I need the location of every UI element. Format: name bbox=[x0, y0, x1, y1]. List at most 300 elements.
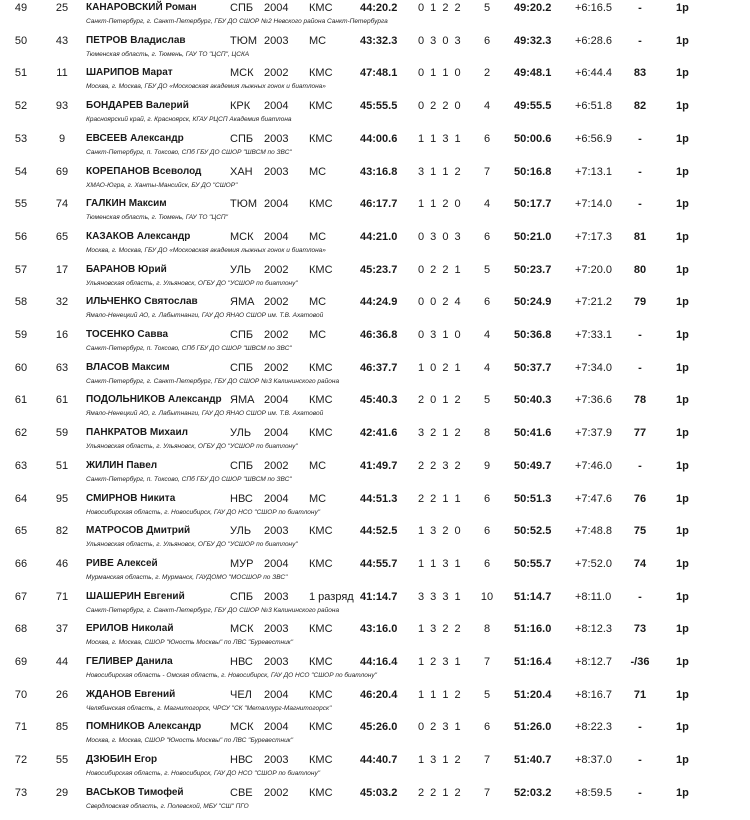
time-behind: +8:37.0 bbox=[575, 754, 613, 767]
total-time: 49:48.1 bbox=[514, 67, 552, 80]
penalty-count: 7 bbox=[483, 786, 491, 799]
place-cell: 73 bbox=[14, 786, 28, 799]
sport-rank: МС bbox=[309, 296, 327, 309]
athlete-name: ЖИЛИН Павел bbox=[86, 459, 158, 471]
total-time: 51:26.0 bbox=[514, 721, 552, 734]
points-cell: 79 bbox=[633, 296, 647, 309]
sport-rank: КМС bbox=[309, 656, 333, 668]
penalty-count: 6 bbox=[483, 557, 491, 570]
place-cell: 49 bbox=[14, 2, 28, 14]
region-code: ЯМА bbox=[230, 394, 255, 407]
place-cell: 70 bbox=[14, 688, 28, 701]
sport-rank: МС bbox=[309, 165, 327, 178]
birth-year: 2003 bbox=[264, 34, 289, 47]
penalty-count: 5 bbox=[483, 2, 491, 14]
shooting-misses: 0 3 1 0 bbox=[418, 329, 463, 341]
shooting-misses: 0 2 3 1 bbox=[418, 721, 463, 734]
shooting-misses: 2 0 1 2 bbox=[418, 394, 463, 407]
place-cell: 56 bbox=[14, 230, 28, 243]
points-cell: - bbox=[638, 165, 642, 178]
shooting-misses: 3 2 1 2 bbox=[418, 427, 463, 440]
points-cell: 83 bbox=[633, 67, 647, 80]
time-behind: +6:16.5 bbox=[575, 2, 613, 14]
time-behind: +8:12.7 bbox=[575, 656, 613, 668]
table-row bbox=[0, 230, 750, 260]
club-info: Тюменская область, г. Тюмень, ГАУ ТО "ЦСП", ЦСКА bbox=[86, 50, 250, 58]
course-time: 46:20.4 bbox=[360, 688, 398, 701]
course-time: 43:32.3 bbox=[360, 34, 398, 47]
time-behind: +7:14.0 bbox=[575, 198, 613, 211]
points-cell: - bbox=[638, 459, 642, 472]
time-behind: +6:28.6 bbox=[575, 34, 613, 47]
birth-year: 2003 bbox=[264, 165, 289, 178]
bib-cell: 55 bbox=[55, 754, 69, 767]
table-row bbox=[0, 99, 750, 129]
place-cell: 72 bbox=[14, 754, 28, 767]
sport-rank: КМС bbox=[309, 557, 333, 570]
place-cell: 64 bbox=[14, 492, 28, 505]
shooting-misses: 0 3 0 3 bbox=[418, 34, 463, 47]
time-behind: +8:22.3 bbox=[575, 721, 613, 734]
course-time: 44:00.6 bbox=[360, 132, 398, 145]
bib-cell: 37 bbox=[55, 623, 69, 636]
birth-year: 2002 bbox=[264, 263, 289, 276]
club-info: Челябинская область, г. Магнитогорск, ЧРСУ "СК "Металлург-Магнитогорск" bbox=[86, 704, 332, 712]
total-time: 49:55.5 bbox=[514, 100, 552, 113]
table-row bbox=[0, 459, 750, 489]
bib-cell: 9 bbox=[58, 132, 66, 145]
birth-year: 2004 bbox=[264, 100, 289, 113]
athlete-name: ЕРИЛОВ Николай bbox=[86, 623, 174, 635]
birth-year: 2003 bbox=[264, 623, 289, 636]
total-time: 51:16.4 bbox=[514, 656, 552, 668]
sport-rank: КМС bbox=[309, 754, 333, 767]
shooting-misses: 1 3 1 2 bbox=[418, 754, 463, 767]
table-row bbox=[0, 688, 750, 718]
category-cell: 1р bbox=[676, 590, 689, 603]
birth-year: 2004 bbox=[264, 557, 289, 570]
course-time: 44:16.4 bbox=[360, 656, 398, 668]
penalty-count: 4 bbox=[483, 100, 491, 113]
athlete-name: ПЕТРОВ Владислав bbox=[86, 34, 186, 46]
club-info: Новосибирская область - Омская область, г. Новосибирск, ГАУ ДО НСО "СШОР по биатлону" bbox=[86, 672, 377, 679]
table-row bbox=[0, 655, 750, 685]
penalty-count: 6 bbox=[483, 132, 491, 145]
penalty-count: 7 bbox=[483, 165, 491, 178]
birth-year: 2002 bbox=[264, 459, 289, 472]
time-behind: +7:46.0 bbox=[575, 459, 613, 472]
sport-rank: КМС bbox=[309, 394, 333, 407]
total-time: 50:24.9 bbox=[514, 296, 552, 309]
total-time: 50:41.6 bbox=[514, 427, 552, 440]
category-cell: 1р bbox=[676, 754, 689, 767]
time-behind: +7:21.2 bbox=[575, 296, 613, 309]
birth-year: 2002 bbox=[264, 296, 289, 309]
shooting-misses: 2 2 1 2 bbox=[418, 786, 463, 799]
penalty-count: 6 bbox=[483, 34, 491, 47]
category-cell: 1р bbox=[676, 721, 689, 734]
club-info: Свердловская область, г. Полевской, МБУ "СШ" ПГО bbox=[86, 802, 249, 810]
region-code: ТЮМ bbox=[230, 34, 257, 47]
total-time: 50:17.7 bbox=[514, 198, 552, 211]
course-time: 45:40.3 bbox=[360, 394, 398, 407]
total-time: 50:37.7 bbox=[514, 361, 552, 374]
table-row bbox=[0, 1, 750, 31]
bib-cell: 11 bbox=[56, 67, 68, 80]
points-cell: 76 bbox=[633, 492, 647, 505]
total-time: 50:21.0 bbox=[514, 230, 552, 243]
time-behind: +7:20.0 bbox=[575, 263, 613, 276]
time-behind: +7:36.6 bbox=[575, 394, 613, 407]
category-cell: 1р bbox=[676, 198, 689, 211]
time-behind: +8:12.3 bbox=[575, 623, 613, 636]
region-code: НВС bbox=[230, 656, 253, 668]
penalty-count: 6 bbox=[483, 492, 491, 505]
time-behind: +7:52.0 bbox=[575, 557, 613, 570]
penalty-count: 4 bbox=[483, 198, 491, 211]
category-cell: 1р bbox=[676, 263, 689, 276]
shooting-misses: 3 1 1 2 bbox=[418, 165, 463, 178]
athlete-name: КАЗАКОВ Александр bbox=[86, 230, 191, 242]
place-cell: 62 bbox=[14, 427, 28, 440]
course-time: 41:49.7 bbox=[360, 459, 398, 472]
penalty-count: 7 bbox=[483, 754, 491, 767]
shooting-misses: 0 3 0 3 bbox=[418, 230, 463, 243]
penalty-count: 4 bbox=[483, 361, 491, 374]
sport-rank: 1 разряд bbox=[309, 590, 354, 603]
place-cell: 65 bbox=[14, 525, 28, 538]
region-code: ЧЕЛ bbox=[230, 688, 252, 701]
time-behind: +6:56.9 bbox=[575, 132, 613, 145]
place-cell: 63 bbox=[14, 459, 28, 472]
points-cell: - bbox=[638, 786, 642, 799]
club-info: ХМАО-Югра, г. Ханты-Мансийск, БУ ДО "СШОР" bbox=[86, 181, 238, 189]
region-code: МСК bbox=[230, 67, 254, 80]
table-row bbox=[0, 34, 750, 64]
total-time: 50:51.3 bbox=[514, 492, 552, 505]
category-cell: 1р bbox=[676, 329, 689, 341]
club-info: Новосибирская область, г. Новосибирск, ГАУ ДО НСО "СШОР по биатлону" bbox=[86, 770, 321, 778]
region-code: УЛЬ bbox=[230, 427, 252, 440]
category-cell: 1р bbox=[676, 2, 689, 14]
points-cell: - bbox=[638, 2, 642, 14]
course-time: 41:14.7 bbox=[360, 590, 398, 603]
region-code: МУР bbox=[230, 557, 254, 570]
penalty-count: 4 bbox=[483, 329, 491, 341]
penalty-count: 5 bbox=[483, 394, 491, 407]
category-cell: 1р bbox=[676, 296, 689, 309]
birth-year: 2004 bbox=[264, 394, 289, 407]
club-info: Ульяновская область, г. Ульяновск, ОГБУ ДО "УСШОР по биатлону" bbox=[86, 443, 298, 451]
athlete-name: СМИРНОВ Никита bbox=[86, 492, 176, 504]
penalty-count: 6 bbox=[483, 230, 491, 243]
birth-year: 2004 bbox=[264, 427, 289, 440]
total-time: 49:32.3 bbox=[514, 34, 552, 47]
club-info: Санкт-Петербург, г. Санкт-Петербург, ГБУ ДО СШОР №3 Калининского района bbox=[86, 606, 340, 614]
points-cell: 74 bbox=[633, 557, 647, 570]
table-row bbox=[0, 165, 750, 195]
points-cell: 73 bbox=[633, 623, 647, 636]
birth-year: 2003 bbox=[264, 132, 289, 145]
birth-year: 2003 bbox=[264, 590, 289, 603]
points-cell: 71 bbox=[633, 688, 647, 701]
bib-cell: 25 bbox=[55, 2, 69, 14]
points-cell: 82 bbox=[633, 100, 647, 113]
sport-rank: КМС bbox=[309, 100, 333, 113]
club-info: Санкт-Петербург, п. Токсово, СПб ГБУ ДО СШОР "ШВСМ по ЗВС" bbox=[86, 148, 292, 156]
table-row bbox=[0, 132, 750, 162]
place-cell: 58 bbox=[14, 296, 28, 309]
time-behind: +7:47.6 bbox=[575, 492, 613, 505]
course-time: 44:55.7 bbox=[360, 557, 398, 570]
sport-rank: МС bbox=[309, 230, 327, 243]
course-time: 45:03.2 bbox=[360, 786, 398, 799]
place-cell: 67 bbox=[14, 590, 28, 603]
bib-cell: 85 bbox=[55, 721, 69, 734]
bib-cell: 32 bbox=[55, 296, 69, 309]
points-cell: 81 bbox=[633, 230, 647, 243]
athlete-name: ПАНКРАТОВ Михаил bbox=[86, 427, 188, 439]
birth-year: 2002 bbox=[264, 361, 289, 374]
bib-cell: 69 bbox=[55, 165, 69, 178]
athlete-name: ТОСЕНКО Савва bbox=[86, 329, 169, 340]
total-time: 50:00.6 bbox=[514, 132, 552, 145]
place-cell: 59 bbox=[14, 329, 28, 341]
course-time: 44:21.0 bbox=[360, 230, 398, 243]
category-cell: 1р bbox=[676, 557, 689, 570]
total-time: 49:20.2 bbox=[514, 2, 552, 14]
shooting-misses: 0 0 2 4 bbox=[418, 296, 463, 309]
shooting-misses: 0 2 2 1 bbox=[418, 263, 463, 276]
points-cell: - bbox=[638, 34, 642, 47]
region-code: СПБ bbox=[230, 459, 254, 472]
category-cell: 1р bbox=[676, 459, 689, 472]
course-time: 44:52.5 bbox=[360, 525, 398, 538]
region-code: СПБ bbox=[230, 590, 254, 603]
bib-cell: 44 bbox=[55, 656, 69, 668]
place-cell: 66 bbox=[14, 557, 28, 570]
time-behind: +8:59.5 bbox=[575, 786, 613, 799]
club-info: Москва, г. Москва, СШОР "Юность Москвы" по ЛВС "Буревестник" bbox=[86, 737, 294, 745]
time-behind: +7:33.1 bbox=[575, 329, 613, 341]
course-time: 44:40.7 bbox=[360, 754, 398, 767]
athlete-name: ПОДОЛЬНИКОВ Александр bbox=[86, 394, 222, 406]
shooting-misses: 1 1 1 2 bbox=[418, 688, 463, 701]
sport-rank: МС bbox=[309, 34, 327, 47]
place-cell: 52 bbox=[14, 100, 28, 113]
bib-cell: 63 bbox=[55, 361, 69, 374]
shooting-misses: 1 3 2 0 bbox=[418, 525, 463, 538]
penalty-count: 9 bbox=[483, 459, 491, 472]
table-row bbox=[0, 328, 750, 358]
birth-year: 2004 bbox=[264, 230, 289, 243]
time-behind: +7:13.1 bbox=[575, 165, 613, 178]
athlete-name: ШАШЕРИН Евгений bbox=[86, 590, 185, 602]
course-time: 46:17.7 bbox=[360, 198, 398, 211]
table-row bbox=[0, 590, 750, 620]
sport-rank: КМС bbox=[309, 786, 333, 799]
course-time: 44:51.3 bbox=[360, 492, 398, 505]
category-cell: 1р bbox=[676, 786, 689, 799]
club-info: Красноярский край, г. Красноярск, КГАУ РЦСП Академия биатлона bbox=[86, 116, 292, 124]
category-cell: 1р bbox=[676, 394, 689, 407]
club-info: Санкт-Петербург, г. Санкт-Петербург, ГБУ ДО СШОР №2 Невского района Санкт-Петербурга bbox=[86, 18, 388, 25]
athlete-name: ВАСЬКОВ Тимофей bbox=[86, 786, 184, 798]
region-code: ЯМА bbox=[230, 296, 255, 309]
category-cell: 1р bbox=[676, 165, 689, 178]
region-code: УЛЬ bbox=[230, 263, 252, 276]
shooting-misses: 0 1 2 2 bbox=[418, 2, 463, 14]
points-cell: -/36 bbox=[630, 656, 650, 668]
total-time: 51:20.4 bbox=[514, 688, 552, 701]
birth-year: 2004 bbox=[264, 2, 289, 14]
points-cell: - bbox=[638, 721, 642, 734]
course-time: 43:16.0 bbox=[360, 623, 398, 636]
course-time: 45:55.5 bbox=[360, 100, 398, 113]
course-time: 47:48.1 bbox=[360, 67, 398, 80]
club-info: Москва, г. Москва, СШОР "Юность Москвы" по ЛВС "Буревестник" bbox=[86, 639, 294, 647]
birth-year: 2004 bbox=[264, 198, 289, 211]
points-cell: 78 bbox=[633, 394, 647, 407]
athlete-name: ЕВСЕЕВ Александр bbox=[86, 132, 184, 144]
course-time: 46:37.7 bbox=[360, 361, 398, 374]
birth-year: 2002 bbox=[264, 329, 289, 341]
shooting-misses: 0 1 1 0 bbox=[418, 67, 463, 80]
category-cell: 1р bbox=[676, 656, 689, 668]
course-time: 46:36.8 bbox=[360, 329, 398, 341]
total-time: 50:40.3 bbox=[514, 394, 552, 407]
sport-rank: КМС bbox=[309, 623, 333, 636]
table-row bbox=[0, 622, 750, 652]
athlete-name: БАРАНОВ Юрий bbox=[86, 263, 167, 275]
time-behind: +8:11.0 bbox=[575, 590, 612, 603]
place-cell: 69 bbox=[14, 656, 28, 668]
time-behind: +7:17.3 bbox=[575, 230, 613, 243]
points-cell: 80 bbox=[633, 263, 647, 276]
region-code: СВЕ bbox=[230, 786, 253, 799]
sport-rank: КМС bbox=[309, 427, 333, 440]
shooting-misses: 1 2 3 1 bbox=[418, 656, 463, 668]
bib-cell: 17 bbox=[55, 263, 69, 276]
place-cell: 55 bbox=[14, 198, 28, 211]
bib-cell: 43 bbox=[55, 34, 69, 47]
category-cell: 1р bbox=[676, 427, 689, 440]
athlete-name: ПОМНИКОВ Александр bbox=[86, 721, 202, 733]
total-time: 50:23.7 bbox=[514, 263, 552, 276]
category-cell: 1р bbox=[676, 492, 689, 505]
sport-rank: КМС bbox=[309, 525, 333, 538]
bib-cell: 59 bbox=[55, 427, 69, 440]
category-cell: 1р bbox=[676, 688, 689, 701]
region-code: МСК bbox=[230, 230, 254, 243]
table-row bbox=[0, 524, 750, 554]
bib-cell: 82 bbox=[55, 525, 69, 538]
place-cell: 60 bbox=[14, 361, 28, 374]
points-cell: 77 bbox=[633, 427, 647, 440]
birth-year: 2004 bbox=[264, 688, 289, 701]
total-time: 51:14.7 bbox=[514, 590, 552, 603]
place-cell: 50 bbox=[14, 34, 28, 47]
athlete-name: РИВЕ Алексей bbox=[86, 557, 158, 569]
club-info: Ямало-Ненецкий АО, г. Лабытнанги, ГАУ ДО ЯНАО СШОР им. Т.В. Ахатовой bbox=[86, 410, 324, 418]
birth-year: 2003 bbox=[264, 656, 289, 668]
region-code: НВС bbox=[230, 492, 253, 505]
course-time: 42:41.6 bbox=[360, 427, 398, 440]
points-cell: - bbox=[638, 361, 642, 374]
athlete-name: ЖДАНОВ Евгений bbox=[86, 688, 176, 700]
club-info: Санкт-Петербург, г. Санкт-Петербург, ГБУ ДО СШОР №3 Калининского района bbox=[86, 377, 340, 385]
shooting-misses: 1 1 3 1 bbox=[418, 557, 463, 570]
category-cell: 1р bbox=[676, 67, 689, 80]
penalty-count: 6 bbox=[483, 525, 491, 538]
penalty-count: 2 bbox=[483, 67, 491, 80]
total-time: 52:03.2 bbox=[514, 786, 552, 799]
shooting-misses: 1 0 2 1 bbox=[418, 361, 463, 374]
penalty-count: 5 bbox=[483, 263, 491, 276]
sport-rank: МС bbox=[309, 492, 327, 505]
penalty-count: 8 bbox=[483, 427, 491, 440]
sport-rank: МС bbox=[309, 459, 327, 472]
region-code: ХАН bbox=[230, 165, 253, 178]
sport-rank: МС bbox=[309, 329, 327, 341]
total-time: 50:36.8 bbox=[514, 329, 552, 341]
course-time: 43:16.8 bbox=[360, 165, 398, 178]
table-row bbox=[0, 361, 750, 391]
sport-rank: КМС bbox=[309, 688, 333, 701]
region-code: СПБ bbox=[230, 132, 254, 145]
club-info: Санкт-Петербург, п. Токсово, СПб ГБУ ДО СШОР "ШВСМ по ЗВС" bbox=[86, 475, 292, 483]
bib-cell: 61 bbox=[55, 394, 69, 407]
athlete-name: КАНАРОВСКИЙ Роман bbox=[86, 2, 197, 13]
course-time: 44:20.2 bbox=[360, 2, 398, 14]
points-cell: - bbox=[638, 132, 642, 145]
athlete-name: ИЛЬЧЕНКО Святослав bbox=[86, 296, 198, 308]
birth-year: 2003 bbox=[264, 525, 289, 538]
time-behind: +7:34.0 bbox=[575, 361, 613, 374]
category-cell: 1р bbox=[676, 100, 689, 113]
table-row bbox=[0, 557, 750, 587]
course-time: 45:26.0 bbox=[360, 721, 398, 734]
place-cell: 61 bbox=[14, 394, 28, 407]
athlete-name: МАТРОСОВ Дмитрий bbox=[86, 525, 191, 537]
points-cell: - bbox=[638, 198, 642, 211]
region-code: ТЮМ bbox=[230, 198, 257, 211]
bib-cell: 29 bbox=[55, 786, 69, 799]
athlete-name: ДЗЮБИН Егор bbox=[86, 754, 158, 766]
shooting-misses: 0 2 2 0 bbox=[418, 100, 463, 113]
time-behind: +8:16.7 bbox=[575, 688, 613, 701]
table-row bbox=[0, 426, 750, 456]
shooting-misses: 2 2 1 1 bbox=[418, 492, 463, 505]
place-cell: 54 bbox=[14, 165, 28, 178]
place-cell: 68 bbox=[14, 623, 28, 636]
sport-rank: КМС bbox=[309, 263, 333, 276]
points-cell: 75 bbox=[633, 525, 647, 538]
club-info: Новосибирская область, г. Новосибирск, ГАУ ДО НСО "СШОР по биатлону" bbox=[86, 508, 321, 516]
bib-cell: 26 bbox=[55, 688, 69, 701]
total-time: 50:55.7 bbox=[514, 557, 552, 570]
time-behind: +6:51.8 bbox=[575, 100, 613, 113]
table-row bbox=[0, 295, 750, 325]
region-code: НВС bbox=[230, 754, 253, 767]
athlete-name: ВЛАСОВ Максим bbox=[86, 361, 170, 373]
athlete-name: ГЕЛИВЕР Данила bbox=[86, 656, 173, 667]
club-info: Москва, г. Москва, ГБУ ДО «Московская академия лыжных гонок и биатлона» bbox=[86, 246, 326, 254]
club-info: Мурманская область, г. Мурманск, ГАУДОМО "МОСШОР по ЗВС" bbox=[86, 573, 288, 581]
sport-rank: КМС bbox=[309, 721, 333, 734]
penalty-count: 5 bbox=[483, 688, 491, 701]
region-code: УЛЬ bbox=[230, 525, 252, 538]
